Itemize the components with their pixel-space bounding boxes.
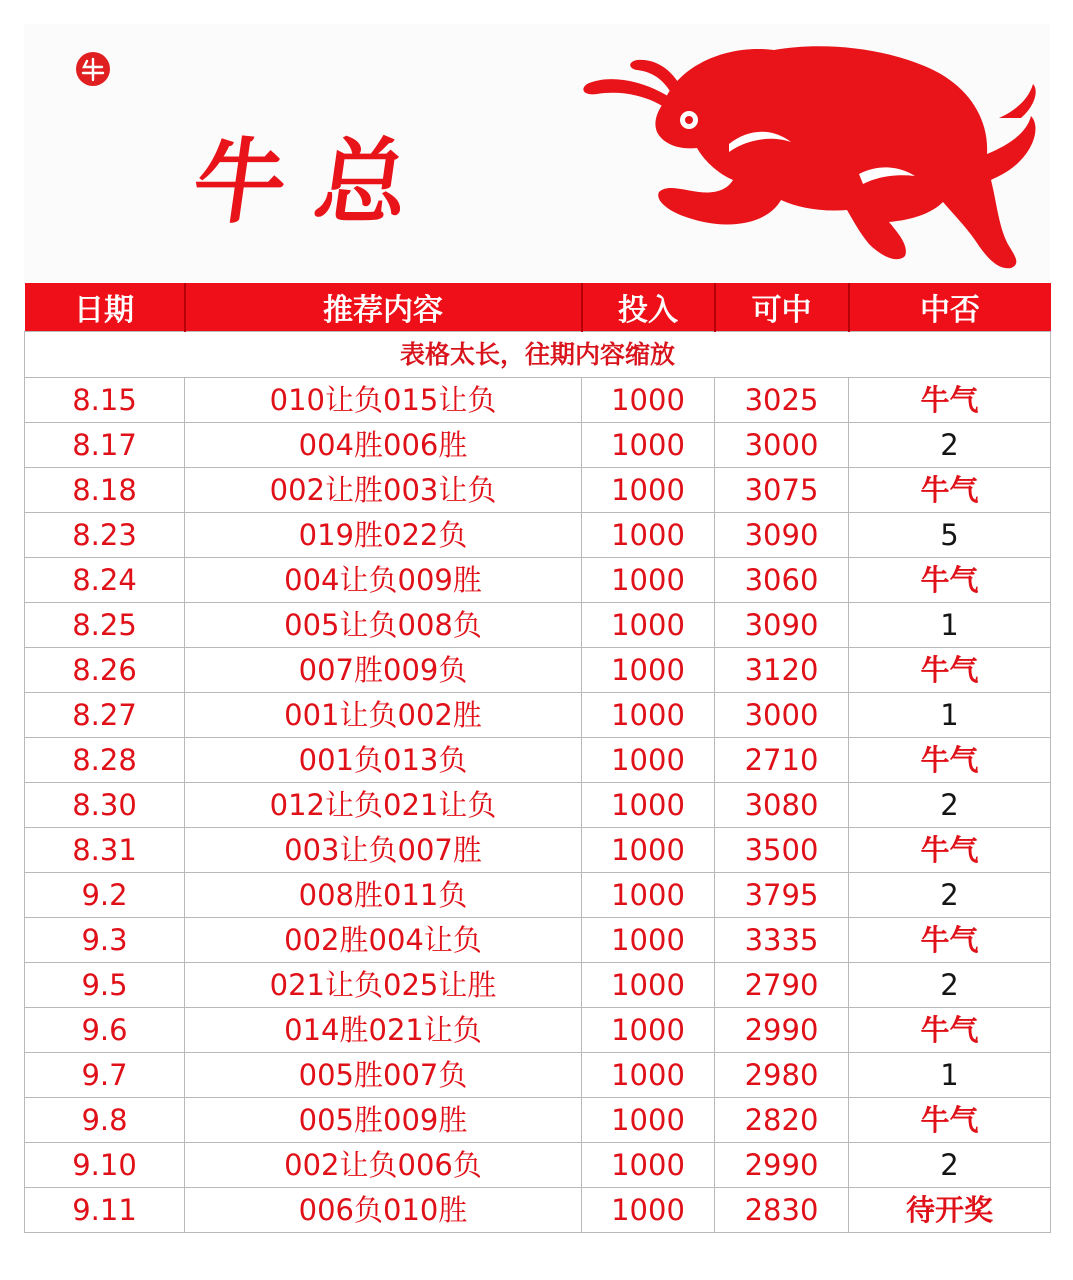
table-row (25, 828, 1051, 873)
table-row (25, 423, 1051, 468)
cell-date: 8.23 (25, 513, 185, 558)
cell-result: 牛气 (849, 1008, 1051, 1053)
cell-stake: 1000 (582, 423, 715, 468)
cell-date: 9.8 (25, 1098, 185, 1143)
cell-stake: 1000 (582, 783, 715, 828)
table-row (25, 378, 1051, 423)
cell-date: 9.5 (25, 963, 185, 1008)
brand-title: 牛总 (186, 128, 446, 236)
cell-date: 8.24 (25, 558, 185, 603)
cell-date: 8.27 (25, 693, 185, 738)
cell-content: 021让负025让胜 (185, 963, 582, 1008)
cell-stake: 1000 (582, 558, 715, 603)
cell-content: 005胜009胜 (185, 1098, 582, 1143)
cell-date: 9.3 (25, 918, 185, 963)
cell-stake: 1000 (582, 1008, 715, 1053)
cell-content: 005胜007负 (185, 1053, 582, 1098)
cell-content: 007胜009负 (185, 648, 582, 693)
cell-payout: 3090 (715, 513, 849, 558)
table-row (25, 1098, 1051, 1143)
table-row (25, 873, 1051, 918)
table-row (25, 513, 1051, 558)
cell-payout: 3090 (715, 603, 849, 648)
cell-result: 1 (849, 603, 1051, 648)
cell-date: 8.30 (25, 783, 185, 828)
cell-result: 牛气 (849, 828, 1051, 873)
cell-result: 待开奖 (849, 1188, 1051, 1233)
header-result: 中否 (849, 283, 1051, 332)
cell-stake: 1000 (582, 693, 715, 738)
cell-content: 012让负021让负 (185, 783, 582, 828)
cell-date: 8.25 (25, 603, 185, 648)
table-row (25, 963, 1051, 1008)
cell-payout: 3120 (715, 648, 849, 693)
cell-payout: 2980 (715, 1053, 849, 1098)
cell-stake: 1000 (582, 513, 715, 558)
cell-date: 8.17 (25, 423, 185, 468)
cell-result: 2 (849, 1143, 1051, 1188)
cell-stake: 1000 (582, 738, 715, 783)
cell-date: 9.6 (25, 1008, 185, 1053)
table-row (25, 1188, 1051, 1233)
cell-date: 9.11 (25, 1188, 185, 1233)
table-row (25, 693, 1051, 738)
cell-payout: 2790 (715, 963, 849, 1008)
cell-result: 2 (849, 423, 1051, 468)
table-note: 表格太长，往期内容缩放 (25, 332, 1051, 378)
cell-date: 9.2 (25, 873, 185, 918)
cell-payout: 2710 (715, 738, 849, 783)
table-row (25, 783, 1051, 828)
cell-date: 8.26 (25, 648, 185, 693)
cell-payout: 3075 (715, 468, 849, 513)
cell-result: 牛气 (849, 468, 1051, 513)
cell-result: 1 (849, 1053, 1051, 1098)
cell-payout: 3500 (715, 828, 849, 873)
cell-stake: 1000 (582, 873, 715, 918)
cell-result: 牛气 (849, 558, 1051, 603)
banner (24, 24, 1050, 282)
cell-stake: 1000 (582, 468, 715, 513)
cell-date: 8.15 (25, 378, 185, 423)
cell-content: 008胜011负 (185, 873, 582, 918)
cell-payout: 3795 (715, 873, 849, 918)
cell-content: 002让负006负 (185, 1143, 582, 1188)
cell-payout: 2830 (715, 1188, 849, 1233)
cell-content: 010让负015让负 (185, 378, 582, 423)
cell-stake: 1000 (582, 963, 715, 1008)
cell-stake: 1000 (582, 648, 715, 693)
cell-payout: 2990 (715, 1143, 849, 1188)
cell-result: 2 (849, 783, 1051, 828)
cell-result: 牛气 (849, 378, 1051, 423)
header-stake: 投入 (582, 283, 715, 332)
cell-result: 5 (849, 513, 1051, 558)
cell-stake: 1000 (582, 603, 715, 648)
cell-date: 8.28 (25, 738, 185, 783)
cell-content: 004让负009胜 (185, 558, 582, 603)
header-content: 推荐内容 (185, 283, 582, 332)
note-row (25, 332, 1051, 378)
cell-stake: 1000 (582, 1188, 715, 1233)
cell-content: 019胜022负 (185, 513, 582, 558)
cell-content: 014胜021让负 (185, 1008, 582, 1053)
cell-date: 9.7 (25, 1053, 185, 1098)
cell-result: 牛气 (849, 738, 1051, 783)
cell-date: 8.18 (25, 468, 185, 513)
table-row (25, 1053, 1051, 1098)
cell-result: 1 (849, 693, 1051, 738)
cell-payout: 3025 (715, 378, 849, 423)
cell-result: 牛气 (849, 648, 1051, 693)
cell-date: 8.31 (25, 828, 185, 873)
cell-result: 2 (849, 873, 1051, 918)
cell-result: 牛气 (849, 1098, 1051, 1143)
cell-payout: 3060 (715, 558, 849, 603)
cell-payout: 3335 (715, 918, 849, 963)
cell-payout: 3080 (715, 783, 849, 828)
table-row (25, 468, 1051, 513)
cell-stake: 1000 (582, 1143, 715, 1188)
table-row (25, 1008, 1051, 1053)
bull-icon (559, 24, 1049, 282)
table-row (25, 558, 1051, 603)
cell-stake: 1000 (582, 828, 715, 873)
cell-content: 002胜004让负 (185, 918, 582, 963)
cell-payout: 2820 (715, 1098, 849, 1143)
cell-stake: 1000 (582, 1053, 715, 1098)
cell-stake: 1000 (582, 378, 715, 423)
seal-stamp (76, 52, 110, 86)
table-row (25, 648, 1051, 693)
cell-result: 2 (849, 963, 1051, 1008)
header-payout: 可中 (715, 283, 849, 332)
cell-payout: 3000 (715, 693, 849, 738)
table-row (25, 603, 1051, 648)
cell-content: 001负013负 (185, 738, 582, 783)
cell-payout: 2990 (715, 1008, 849, 1053)
cell-content: 002让胜003让负 (185, 468, 582, 513)
cell-content: 004胜006胜 (185, 423, 582, 468)
cell-content: 003让负007胜 (185, 828, 582, 873)
recommendation-table (24, 283, 1051, 1233)
table-header (25, 283, 1051, 332)
cell-stake: 1000 (582, 1098, 715, 1143)
cell-stake: 1000 (582, 918, 715, 963)
cell-payout: 3000 (715, 423, 849, 468)
cell-date: 9.10 (25, 1143, 185, 1188)
cell-content: 001让负002胜 (185, 693, 582, 738)
table-row (25, 738, 1051, 783)
table-row (25, 1143, 1051, 1188)
cell-content: 006负010胜 (185, 1188, 582, 1233)
cell-result: 牛气 (849, 918, 1051, 963)
cell-content: 005让负008负 (185, 603, 582, 648)
table-row (25, 918, 1051, 963)
header-date: 日期 (25, 283, 185, 332)
